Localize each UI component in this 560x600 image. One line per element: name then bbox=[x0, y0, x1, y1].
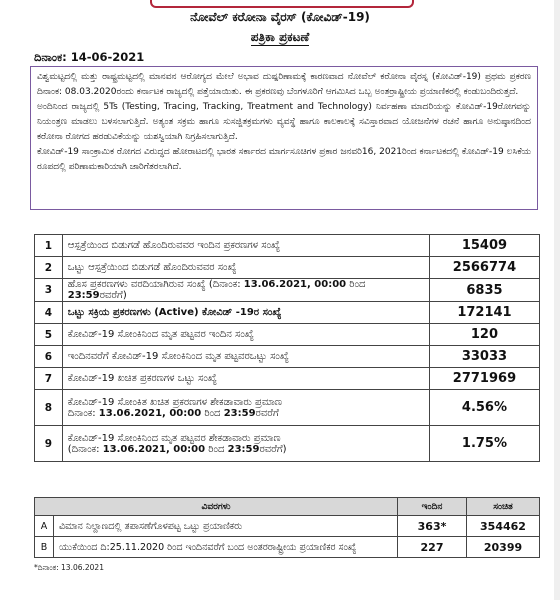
table-row bbox=[35, 235, 540, 257]
row-value: 120 bbox=[429, 324, 539, 346]
desc-date: 13.06.2021, 00:00 bbox=[102, 443, 206, 455]
row-number: 5 bbox=[35, 324, 63, 346]
intro-paragraph-1: ವಿಶ್ವಮಟ್ಟದಲ್ಲಿ ಮತ್ತು ರಾಷ್ಟ್ರಮಟ್ಟದಲ್ಲಿ ಮಾನವನ ಆರೋಗ್ಯದ ಮೇಲೆ ಅಭಾವ ದುಷ್ಪರಿಣಾಮಕ್ಕೆ ಕಾರಣವಾದ ನೋವೆಲ್ ಕರೋನಾ ವೈರಸ್ನ (ಕೋವಿಡ್-19) ಪ್ರಥಮ ಪ್ರಕರಣ ದಿನಾಂಕ: 08.03.2020ರಂದು ಕರ್ನಾಟಕ ರಾಜ್ಯದಲ್ಲಿ ಪತ್ತೆಯಾಯಿತು. ಈ ಪ್ರಕರಣವು ಬೆಂಗಳೂರಿಗೆ ಆಗಮಿಸಿದ ಒಬ್ಬ ಅಂತರ್ರಾಷ್ಟ್ರೀಯ ಪ್ರಯಾಣಿಕರಲ್ಲಿ ಕಂಡುಬಂದಿರುತ್ತದೆ. bbox=[37, 72, 531, 97]
desc-time: 23:59 bbox=[223, 407, 256, 419]
bulletin-date: ದಿನಾಂಕ: 14-06-2021 bbox=[34, 50, 145, 64]
page-title: ನೋವೆಲ್ ಕರೋನಾ ವೈರಸ್ (ಕೋವಿಡ್-19) bbox=[190, 10, 370, 24]
row-description bbox=[62, 426, 429, 462]
table-row bbox=[35, 390, 540, 426]
desc-text: ರವರೆಗೆ) bbox=[259, 443, 287, 455]
page-subtitle bbox=[0, 30, 560, 45]
table-row bbox=[35, 426, 540, 462]
row-number: 6 bbox=[35, 346, 63, 368]
row-today: 363* bbox=[398, 516, 467, 537]
row-value: 2566774 bbox=[429, 257, 539, 279]
row-number: 8 bbox=[35, 390, 63, 426]
intro-paragraph-2: ಅಂದಿನಿಂದ ರಾಜ್ಯದಲ್ಲಿ 5Ts (Testing, Tracing, Tracking, Treatment and Technology) ನಿರ್ವಹಣಾ ಮಾದರಿಯನ್ನು ಕೋವಿಡ್-19ರೋಗವನ್ನು ನಿಯಂತ್ರಣ ಮಾಡಲು ಬಳಸಲಾಗುತ್ತಿದೆ. ಅತ್ಯಂತ ಸಕ್ರಮ ಹಾಗೂ ಸುಸಜ್ಜಿತಕ್ರಮಗಳು ವ್ಯವಸ್ಥೆ ಹಾಗೂ ಕಾಲಕಾಲಕ್ಕೆ ಸವಿಸ್ತಾರವಾದ ಯೋಜನೆಗಳ ರಚನೆ ಹಾಗೂ ಅನುಷ್ಠಾನದಿಂದ ಕರೋನಾ ರೋಗದ ಹರಡುವಿಕೆಯನ್ನು ಯಶಸ್ವಿಯಾಗಿ ನಿಗ್ರಹಿಸಲಾಗುತ್ತಿದೆ. bbox=[37, 102, 531, 142]
table-row bbox=[35, 537, 540, 558]
row-total: 20399 bbox=[467, 537, 540, 558]
desc-text: ಹೊಸ ಪ್ರಕರಣಗಳು ವರದಿಯಾಗಿರುವ ಸಂಖ್ಯೆ (ದಿನಾಂಕ: bbox=[67, 279, 244, 290]
row-description bbox=[62, 390, 429, 426]
row-letter: A bbox=[35, 516, 54, 537]
row-number: 1 bbox=[35, 235, 63, 257]
desc-date: 13.06.2021, 00:00 bbox=[243, 279, 347, 290]
table-row bbox=[35, 516, 540, 537]
row-today: 227 bbox=[398, 537, 467, 558]
row-number: 3 bbox=[35, 279, 63, 302]
table-row bbox=[35, 346, 540, 368]
row-value: 15409 bbox=[429, 235, 539, 257]
row-value: 33033 bbox=[429, 346, 539, 368]
desc-text: (ದಿನಾಂಕ: bbox=[67, 443, 103, 455]
desc-text: ಕೋವಿಡ್-19 ಸೋಂಕಿನಿಂದ ಮೃತ ಪಟ್ಟವರ ಶೇಕಡಾವಾರು ಪ್ರಮಾಣ bbox=[67, 432, 281, 444]
table-row bbox=[35, 257, 540, 279]
row-total: 354462 bbox=[467, 516, 540, 537]
desc-text: ರವರೆಗೆ bbox=[255, 407, 279, 419]
row-value: 4.56% bbox=[429, 390, 539, 426]
column-header-cumulative: ಸಂಚಿತ bbox=[467, 498, 540, 516]
table-row bbox=[35, 302, 540, 324]
column-header-details: ವಿವರಗಳು bbox=[35, 498, 398, 516]
row-description: ಕೋವಿಡ್-19 ಖಚಿತ ಪ್ರಕರಣಗಳ ಒಟ್ಟು ಸಂಖ್ಯೆ bbox=[62, 368, 429, 390]
row-number: 7 bbox=[35, 368, 63, 390]
row-value: 6835 bbox=[429, 279, 539, 302]
row-description: ಇಂದಿನವರೆಗೆ ಕೋವಿಡ್-19 ಸೋಂಕಿನಿಂದ ಮೃತ ಪಟ್ಟವರಒಟ್ಟು ಸಂಖ್ಯೆ bbox=[62, 346, 429, 368]
row-value: 1.75% bbox=[429, 426, 539, 462]
desc-time: 23:59 bbox=[227, 443, 260, 455]
row-number: 4 bbox=[35, 302, 63, 324]
desc-text: ದಿನಾಂಕ: bbox=[67, 407, 99, 419]
table-row bbox=[35, 279, 540, 302]
row-description: ಒಟ್ಟು ಆಸ್ಪತ್ರೆಯಿಂದ ಬಿಡುಗಡೆ ಹೊಂದಿರುವವರ ಸಂಖ್ಯೆ bbox=[62, 257, 429, 279]
desc-date-range bbox=[68, 444, 424, 455]
desc-date: 13.06.2021, 00:00 bbox=[98, 407, 202, 419]
row-value: 172141 bbox=[429, 302, 539, 324]
intro-paragraph-3: ಕೋವಿಡ್-19 ಸಾಂಕ್ರಾಮಿಕ ರೋಗದ ವಿರುದ್ಧದ ಹೋರಾಟದಲ್ಲಿ ಭಾರತ ಸರ್ಕಾರದ ಮಾರ್ಗಸೂಚಿಗಳ ಪ್ರಕಾರ ಜನವರಿ16, 2021ರಿಂದ ಕರ್ನಾಟಕದಲ್ಲಿ ಕೋವಿಡ್-19 ಲಸಿಕೆಯ ರೂಪದಲ್ಲಿ ಪರಿಣಾಮಕಾರಿಯಾಗಿ ಜಾರಿಗೆತರಲಾಗಿದೆ. bbox=[37, 147, 531, 172]
row-number: 9 bbox=[35, 426, 63, 462]
desc-text: ರಿಂದ bbox=[205, 443, 228, 455]
desc-time: 23:59 bbox=[67, 290, 100, 301]
row-description: ಕೋವಿಡ್-19 ಸೋಂಕಿನಿಂದ ಮೃತ ಪಟ್ಟವರ ಇಂದಿನ ಸಂಖ್ಯೆ bbox=[62, 324, 429, 346]
page-edge bbox=[554, 0, 560, 600]
row-description: ವಿಮಾನ ನಿಲ್ದಾಣದಲ್ಲಿ ತಪಾಸಣೆಗೊಳಪಟ್ಟ ಒಟ್ಟು ಪ್ರಯಾಣಿಕರು bbox=[54, 516, 398, 537]
subtitle-text: ಪತ್ರಿಕಾ ಪ್ರಕಟಣೆ bbox=[250, 30, 310, 44]
desc-date-range bbox=[68, 408, 424, 419]
desc-text: ರಿಂದ bbox=[346, 279, 366, 290]
row-letter: B bbox=[35, 537, 54, 558]
table-row bbox=[35, 324, 540, 346]
row-description bbox=[62, 279, 429, 302]
column-header-today: ಇಂದಿನ bbox=[398, 498, 467, 516]
table-row bbox=[35, 368, 540, 390]
row-description: ಯುಕೆಯಿಂದ ದಿ:25.11.2020 ರಿಂದ ಇಂದಿನವರೆಗೆ ಬಂದ ಅಂತರರಾಷ್ಟ್ರೀಯ ಪ್ರಯಾಣಿಕರ ಸಂಖ್ಯೆ bbox=[54, 537, 398, 558]
desc-text: ರಿಂದ bbox=[201, 407, 224, 419]
row-value: 2771969 bbox=[429, 368, 539, 390]
row-number: 2 bbox=[35, 257, 63, 279]
footnote: *ದಿನಾಂಕ: 13.06.2021 bbox=[34, 563, 104, 572]
travellers-table bbox=[34, 497, 540, 558]
desc-text: ಕೋವಿಡ್-19 ಸೋಂಕಿತ ಖಚಿತ ಪ್ರಕರಣಗಳ ಶೇಕಡಾವಾರು ಪ್ರಮಾಣ bbox=[67, 396, 283, 408]
desc-text: ರವರೆಗೆ) bbox=[99, 290, 127, 301]
table-header-row bbox=[35, 498, 540, 516]
intro-box bbox=[30, 66, 538, 210]
row-description: ಆಸ್ಪತ್ರೆಯಿಂದ ಬಿಡುಗಡೆ ಹೊಂದಿರುವವರ ಇಂದಿನ ಪ್ರಕರಣಗಳ ಸಂಖ್ಯೆ bbox=[62, 235, 429, 257]
row-description: ಒಟ್ಟು ಸಕ್ರಿಯ ಪ್ರಕರಣಗಳು (Active) ಕೋವಿಡ್ -19ರ ಸಂಖ್ಯೆ bbox=[62, 302, 429, 324]
header-decoration bbox=[150, 0, 414, 8]
statistics-table bbox=[34, 234, 540, 462]
